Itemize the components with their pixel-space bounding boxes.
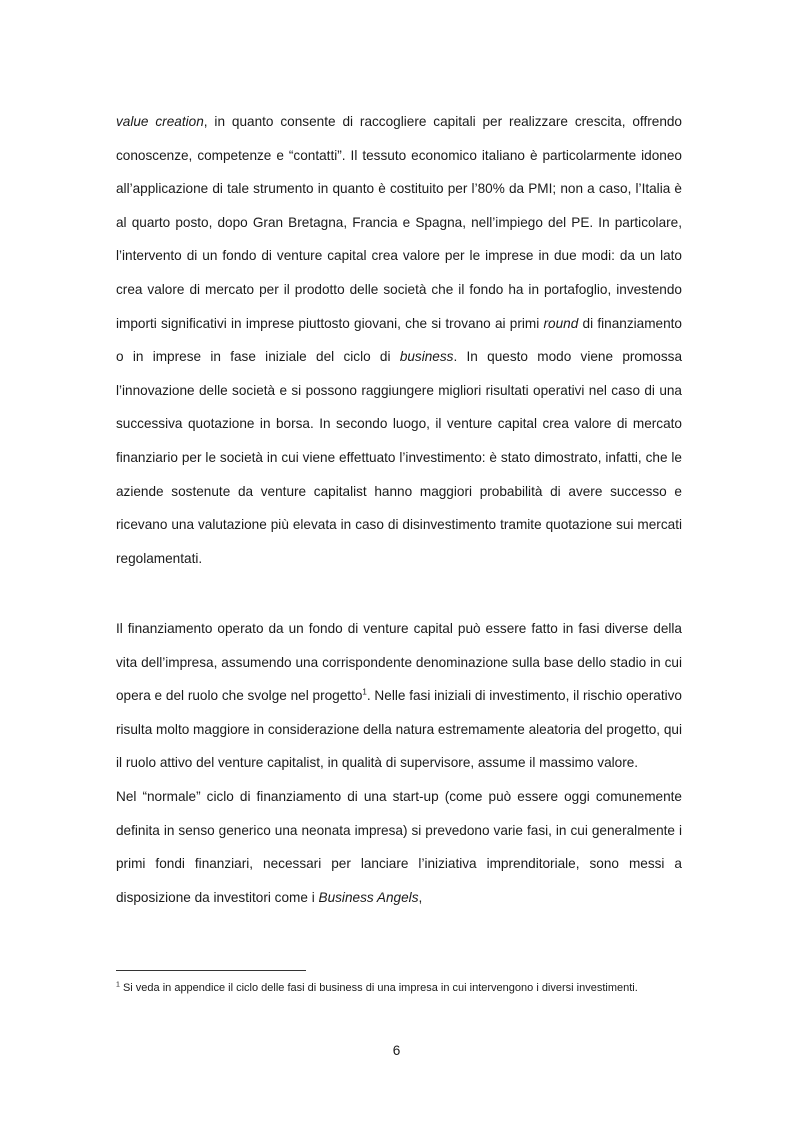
paragraph-text: di finanziamento o in imprese in fase iniziale del ciclo di xyxy=(116,315,682,365)
italic-term-business-angels: Business Angels xyxy=(318,889,419,905)
paragraph-text: Nel “normale” ciclo di finanziamento di una start-up (come può essere oggi comunemente definita in senso generico una neonata impresa) si prevedono varie fasi, in cui generalmente i primi fondi finanziari, necessari per lanciare l’iniziativa imprenditoriale, sono messi a disposizione da investitori come i xyxy=(116,788,682,905)
body-section-2 xyxy=(116,612,682,914)
body-paragraph-2 xyxy=(116,612,682,780)
body-paragraph-1 xyxy=(116,105,682,575)
paragraph-text: Il finanziamento operato da un fondo di venture capital può essere fatto in fasi diverse della vita dell’impresa, assumendo una corrispondente denominazione sulla base dello stadio in cui opera e del ruolo che svolge nel progetto xyxy=(116,621,682,704)
paragraph-text: . Nelle fasi iniziali di investimento, il rischio operativo risulta molto maggiore in considerazione della natura estremamente aleatoria del progetto, qui il ruolo attivo del venture capitalist, in qualità di supervisore, assume il massimo valore. xyxy=(116,688,682,771)
footnote xyxy=(116,979,682,997)
paragraph-text: . In questo modo viene promossa l’innovazione delle società e si possono raggiungere migliori risultati operativi nel caso di una successiva quotazione in borsa. In secondo luogo, il venture capital crea valore di mercato finanziario per le società in cui viene effettuato l’investimento: è stato dimostrato, infatti, che le aziende sostenute da venture capitalist hanno maggiori probabilità di avere successo e ricevano una valutazione più elevata in caso di disinvestimento tramite quotazione sui mercati regolamentati. xyxy=(116,349,683,566)
italic-term-value-creation: value creation xyxy=(116,114,204,129)
footnote-divider xyxy=(116,970,306,971)
italic-term-business: business xyxy=(399,349,454,365)
paragraph-text: , in quanto consente di raccogliere capitali per realizzare crescita, offrendo conoscenze, competenze e “contatti”. Il tessuto economico italiano è particolarmente idoneo all’applicazione di tale strumento in quanto è costituito per l’80% da PMI; non a caso, l’Italia è al quarto posto, dopo Gran Bretagna, Francia e Spagna, nell’impiego del PE. In particolare, l’intervento di un fondo di venture capital crea valore per le imprese in due modi: da un lato crea valore di mercato per il prodotto delle società che il fondo ha in portafoglio, investendo importi significativi in imprese piuttosto giovani, che si trovano ai primi xyxy=(116,114,682,331)
footnote-marker: 1 xyxy=(116,981,120,989)
italic-term-round: round xyxy=(543,315,579,331)
footnote-text: Si veda in appendice il ciclo delle fasi di business di una impresa in cui intervengono i diversi investimenti. xyxy=(119,982,638,994)
paragraph-text: , xyxy=(418,889,423,905)
footnote-reference: 1 xyxy=(362,687,367,697)
body-paragraph-3 xyxy=(116,780,682,914)
page-number: 6 xyxy=(392,1043,401,1058)
